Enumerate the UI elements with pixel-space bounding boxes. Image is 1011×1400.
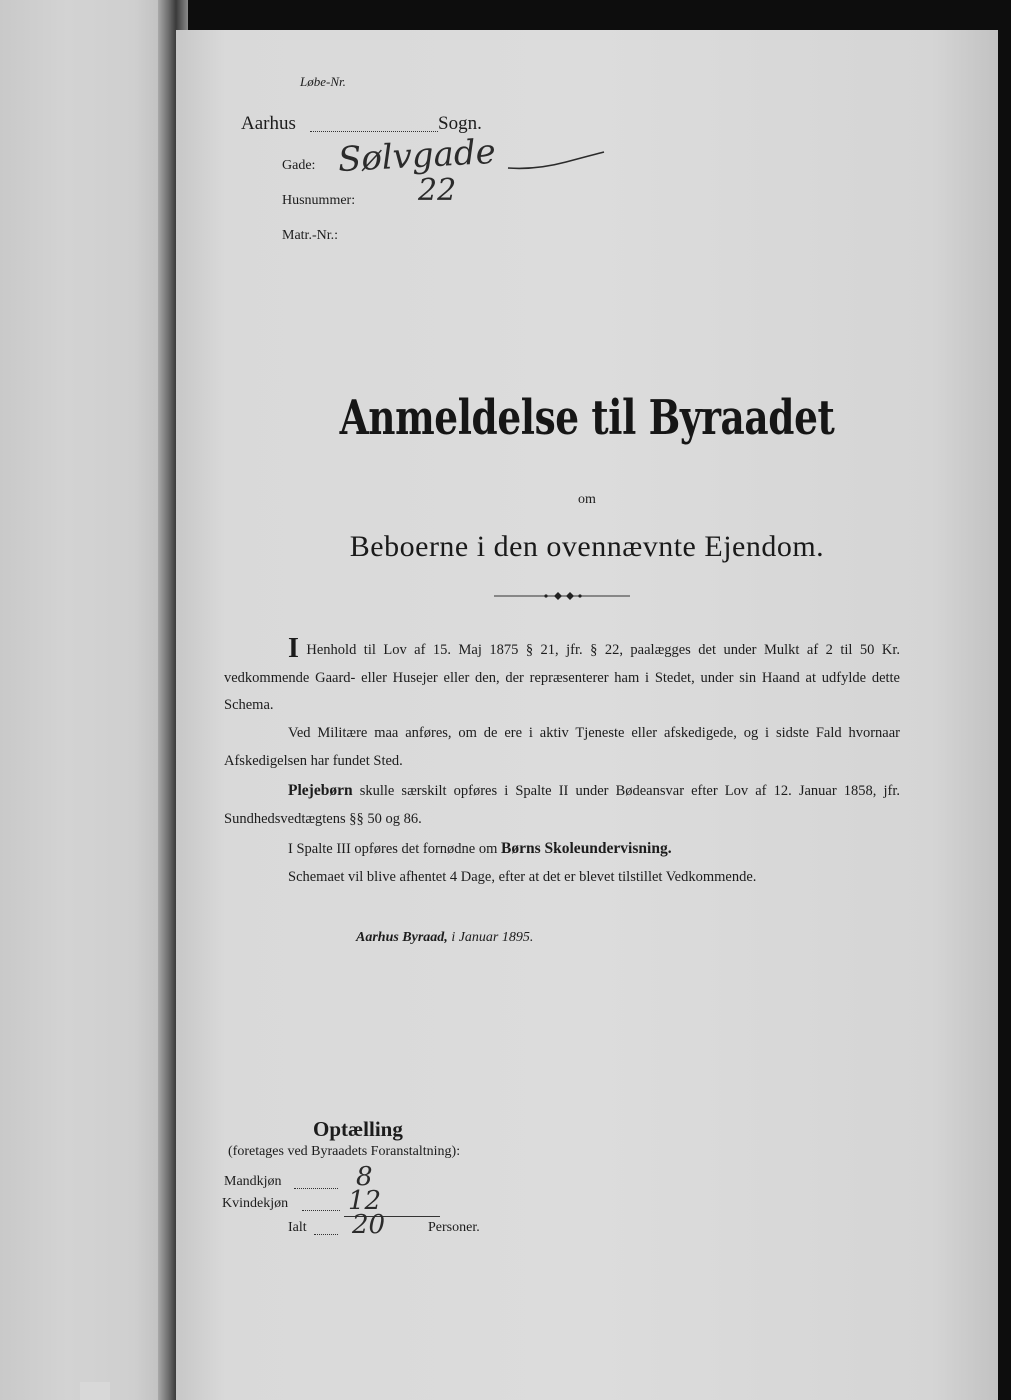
sogn-label: Sogn.	[438, 113, 482, 134]
paragraph-3-text: skulle særskilt opføres i Spalte II under Bødeansvar efter Lov af 12. Januar 1858, jfr. Sundhedsvedtægtens §§ 50 og 86.	[224, 783, 901, 827]
paragraph-4	[288, 835, 672, 864]
count-note: (foretages ved Byraadets Foranstaltning):	[228, 1144, 461, 1159]
document-title: Anmeldelse til Byraadet	[339, 390, 835, 446]
plejeborn-bold: Plejebørn	[288, 782, 353, 799]
mand-label: Mandkjøn	[224, 1174, 282, 1189]
signature-line	[356, 930, 533, 946]
sogn-dotted-line	[310, 131, 438, 132]
paragraph-5: Schemaet vil blive afhentet 4 Dage, efter at det er blevet tilstillet Vedkommende.	[288, 869, 757, 885]
husnummer-value: 22	[418, 173, 457, 208]
form-page	[176, 30, 998, 1400]
ialt-label: Ialt	[288, 1220, 307, 1235]
husnummer-label: Husnummer:	[282, 193, 356, 208]
skoleundervisning-bold: Børns Skoleundervisning.	[501, 840, 672, 857]
kvinde-value: 12	[348, 1186, 382, 1216]
facing-page	[0, 0, 168, 1400]
ialt-value: 20	[352, 1210, 386, 1240]
paragraph-4-text: I Spalte III opføres det fornødne om	[288, 841, 498, 857]
gade-label: Gade:	[282, 158, 316, 173]
matr-label: Matr.-Nr.:	[282, 228, 338, 243]
kvinde-dots	[302, 1210, 340, 1211]
gade-flourish	[506, 148, 606, 178]
kvinde-label: Kvindekjøn	[222, 1196, 289, 1211]
signature-place: Aarhus Byraad,	[356, 930, 448, 945]
subtitle-om: om	[578, 492, 596, 507]
gade-value: Sølvgade	[337, 131, 497, 181]
page-tab	[80, 1382, 110, 1400]
mand-dots	[294, 1188, 338, 1189]
dropcap: I	[288, 633, 299, 664]
ialt-dots	[314, 1234, 338, 1235]
lobe-nr-label: Løbe-Nr.	[300, 74, 346, 89]
personer-label: Personer.	[428, 1220, 480, 1235]
paragraph-1-text: Henhold til Lov af 15. Maj 1875 § 21, jfr. § 22, paalægges det under Mulkt af 2 til 50 Kr. vedkommende Gaard- eller Husejer eller den, der repræsenterer ham i Stedet, under sin Haand at udfylde dette Schema.	[224, 642, 901, 713]
ornament-divider	[494, 590, 630, 602]
document-subtitle: Beboerne i den ovennævnte Ejendom.	[349, 530, 825, 563]
count-title: Optælling	[313, 1117, 403, 1141]
paragraph-1	[224, 635, 900, 720]
city-name: Aarhus	[241, 113, 296, 134]
paragraph-3	[224, 777, 900, 833]
paragraph-2: Ved Militære maa anføres, om de ere i aktiv Tjeneste eller afskedigede, og i sidste Fald hvornaar Afskedigelsen har fundet Sted.	[224, 725, 900, 769]
signature-date: i Januar 1895.	[451, 930, 534, 945]
mand-value: 8	[356, 1162, 373, 1192]
